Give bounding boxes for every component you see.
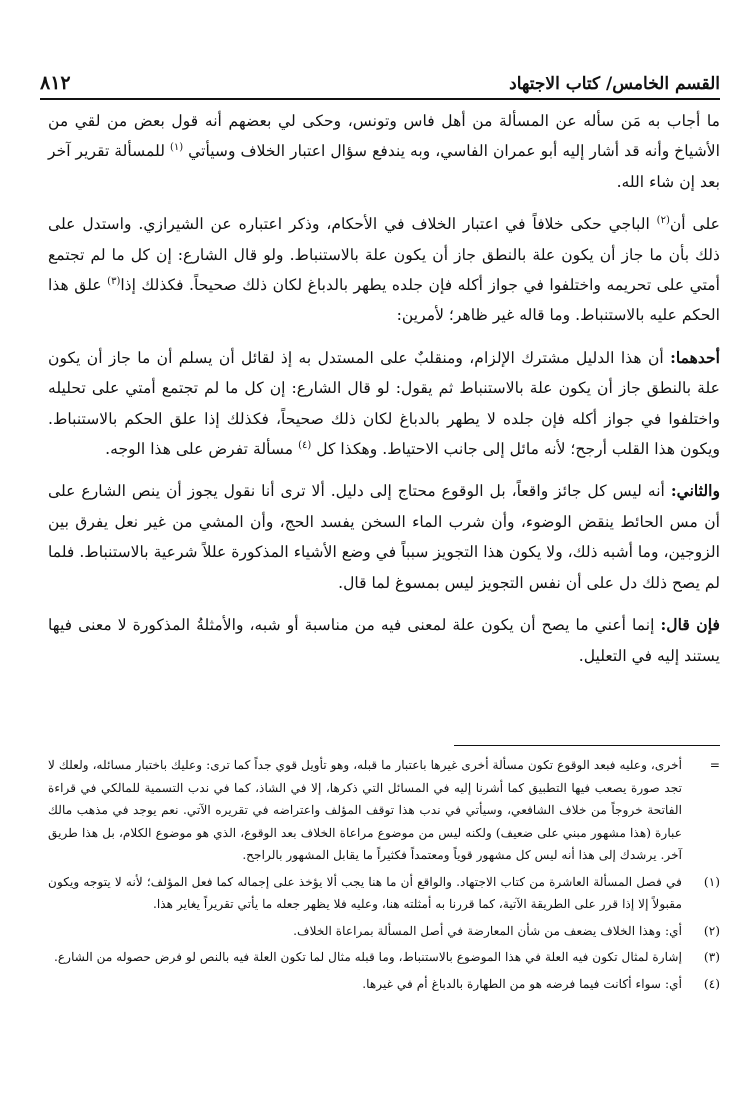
footnote-1 — [48, 871, 720, 916]
paragraph-2-start: على أن — [669, 215, 720, 234]
footnote-ref-3: (٣) — [107, 275, 121, 287]
footnote-ref-2: (٢) — [656, 215, 670, 227]
paragraph-2-end: علق هذا الحكم عليه بالاستنباط. وما قاله غير ظاهر؛ لأمرين: — [48, 276, 720, 325]
footnote-3 — [48, 946, 720, 969]
footnote-marker: = — [709, 758, 720, 772]
paragraph-1-text: ما أجاب به مَن سأله عن المسألة من أهل فاس وتونس، وحكى لي بعضهم أنه قول بعض من لقي من الأشياخ وأنه قد أشار إليه أبو عمران الفاسي، وبه يندفع سؤال اعتبار الخلاف وسيأتي — [48, 112, 720, 161]
paragraph-3-end: مسألة تفرض على هذا الوجه. — [105, 440, 294, 459]
footnote-divider — [454, 745, 720, 746]
paragraph-1 — [48, 106, 720, 197]
running-header — [40, 64, 720, 100]
footnote-ref-4: (٤) — [298, 439, 312, 451]
footnote-continuation — [48, 754, 720, 867]
footnote-2 — [48, 920, 720, 943]
footnote-text: إشارة لمثال تكون فيه العلة في هذا الموضوع بالاستنباط، وما قبله مثال لما تكون العلة فيه بالنص لو فرض حصوله من الشارع. — [54, 950, 682, 964]
paragraph-3-text: أن هذا الدليل مشترك الإلزام، ومنقلبٌ على المستدل به إذ لقائل أن يسلم أن ما جاز أن يكون علة بالنطق جاز أن يكون علة بالاستنباط ثم يقول: لو قال الشارع: إن كل ما لم تجتمع أمتي على تحليله واختلفوا في جواز أكله فإن جلده لا يطهر بالدباغ لكان ذلك صحيحاً، فكذلك إذا علق الحكم بالاستنباط. ويكون هذا القلب أرجح؛ لأنه مائل إلى جانب الاحتياط. وهكذا كل — [48, 348, 720, 459]
footnote-4 — [48, 973, 720, 996]
paragraph-5-label: فإن قال: — [660, 615, 720, 635]
footnote-marker: (٤) — [703, 976, 720, 991]
paragraph-5-text: إنما أعني ما يصح أن يكون علة لمعنى فيه من مناسبة أو شبه، والأمثلةُ المذكورة لا معنى فيها يستند إليه في التعليل. — [48, 616, 720, 665]
paragraph-2-mid: الباجي حكى خلافاً في اعتبار الخلاف في الأحكام، وذكر اعتباره عن الشيرازي. واستدل على ذلك بأن ما جاز أن يكون علة بالنطق جاز أن يكون علة بالاستنباط. ولو قال الشارع: إن كل ما لم تجتمع أمتي على تحريمه واختلفوا في جواز أكله فإن جلده يطهر بالدباغ لكان ذلك صحيحاً. فكذلك إذا — [48, 215, 720, 295]
footnote-marker: (٣) — [703, 950, 720, 964]
paragraph-1-end: للمسألة تقرير آخر بعد إن شاء الله. — [48, 142, 720, 191]
footnote-text: أخرى، وعليه فبعد الوقوع تكون مسألة أخرى غيرها باعتبار ما قبله، وهو تأويل قوي جداً كما ترى: وعليك باختبار مسائله، ولعلك لا تجد صورة يصعب فيها التطبيق كما أشرنا إليه في المسائل التي ذكرها، إلا في الشاذ، كما في ندب التسمية للمالكي في قراءة الفاتحة خروجاً من خلاف الشافعي، وسيأتي في ندب هذا توقف المؤلف واعتراضه في تقريره الآتي. نعم يوجد في مذهب مالك عبارة (هذا مشهور مبني على ضعيف) ولكنه ليس من موضوع مراعاة الخلاف بعد الوقوع، الذي هو موضوع الكلام، بل هذا طريق آخر. يرشدك إلى هذا أنه ليس كل مشهور قوياً ومعتمداً فكثيراً ما يقابل المشهور بالراجح. — [48, 758, 682, 862]
paragraph-3 — [48, 343, 720, 465]
footnote-ref-1: (١) — [169, 142, 184, 154]
footnote-text: في فصل المسألة العاشرة من كتاب الاجتهاد. والواقع أن ما هنا يجب ألا يؤخذ على إجماله كما فعل المؤلف؛ لأنه لا يتوجه ويكون مقبولاً إلا إذا قرر على الطريقة الآتية، كما قررنا به أمثلته هنا، وعليه فلا يظهر جعله ما يأتي تقريراً يغاير هذا. — [48, 874, 682, 911]
paragraph-3-label: أحدهما: — [670, 347, 720, 367]
paragraph-4-text: أنه ليس كل جائز واقعاً، بل الوقوع محتاج إلى دليل. ألا ترى أنا نقول يجوز أن ينص الشارع على أن مس الحائط ينقض الوضوء، وأن شرب الماء السخن يفسد الحج، وأن المشي من غير نعل يفرق بين الزوجين، وما أشبه ذلك، ولا يكون هذا التجويز سبباً في وضع الأشياء المذكورة عللاً شرعية بالاستنباط. فلما لم يصح ذلك دل على أن نفس التجويز ليس بمسوغ لما قال. — [47, 482, 720, 592]
paragraph-2 — [48, 209, 720, 331]
paragraph-5 — [48, 610, 720, 671]
main-text — [48, 106, 720, 683]
footnote-marker: (٢) — [703, 923, 720, 938]
footnote-text: أي: وهذا الخلاف يضعف من شأن المعارضة في أصل المسألة بمراعاة الخلاف. — [293, 923, 682, 938]
page-number: ٨١٢ — [40, 72, 71, 94]
footnote-marker: (١) — [703, 874, 720, 889]
footnotes — [48, 754, 720, 999]
footnote-text: أي: سواء أكانت فيما فرضه هو من الطهارة بالدباغ أم في غيرها. — [362, 976, 682, 991]
paragraph-4-label: والثاني: — [670, 481, 720, 501]
header-title: القسم الخامس/ كتاب الاجتهاد — [509, 74, 720, 94]
paragraph-4 — [48, 476, 720, 598]
